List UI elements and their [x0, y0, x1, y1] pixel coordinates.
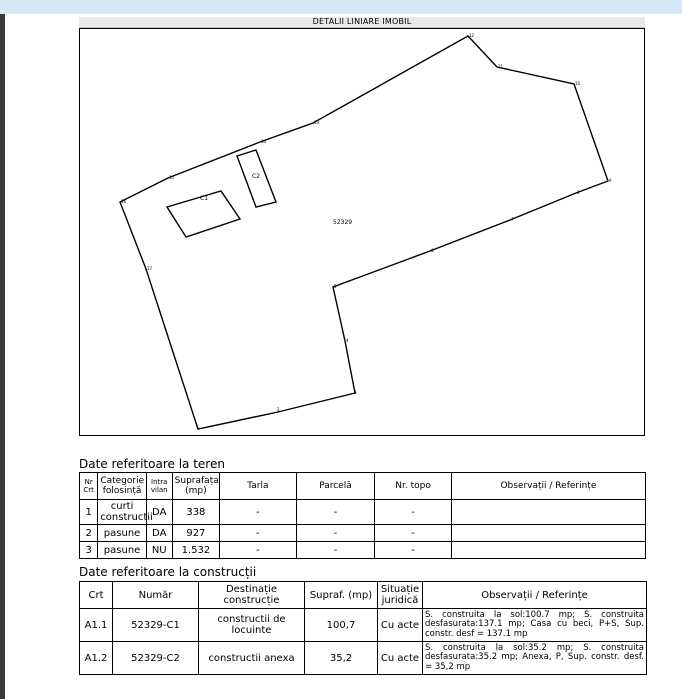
cell-nr: 1 — [80, 500, 98, 525]
cell-categorie: curti constructii — [98, 500, 147, 525]
table-row — [80, 642, 647, 675]
col-tarla: Tarla — [220, 473, 297, 500]
cell-tarla: - — [220, 542, 297, 559]
plan-point-label: 7 — [511, 217, 514, 222]
plan-point-label: 3 — [354, 390, 357, 395]
cell-nr-topo: - — [375, 525, 452, 542]
col-nr-topo: Nr. topo — [375, 473, 452, 500]
parcel-outline — [120, 36, 608, 429]
plan-point-label: 15 — [169, 175, 175, 180]
cell-intravilan: NU — [146, 542, 172, 559]
cell-destinatie: constructii anexa — [199, 642, 305, 675]
cell-intravilan: DA — [146, 525, 172, 542]
plan-point-label: 12 — [469, 33, 475, 38]
col-observatii: Observații / Referințe — [451, 473, 645, 500]
plan-point-label: 5 — [334, 284, 337, 289]
col-observatii: Observații / Referințe — [423, 582, 647, 609]
cell-crt: A1.2 — [80, 642, 113, 675]
plan-point-label: 13 — [314, 120, 320, 125]
cell-observatii: S. construita la sol:35.2 mp; S. construita desfasurata:35.2 mp; Anexa, P, Sup. constr. desf. = 35,2 mp — [423, 642, 647, 675]
plan-point-label: 17 — [147, 266, 153, 271]
cell-tarla: - — [220, 500, 297, 525]
table-row — [80, 609, 647, 642]
table-row — [80, 500, 646, 525]
col-supraf: Supraf. (mp) — [305, 582, 378, 609]
col-suprafata: Suprafața (mp) — [172, 473, 219, 500]
table-row — [80, 525, 646, 542]
col-numar: Număr — [113, 582, 199, 609]
constructii-section-title: Date referitoare la construcții — [79, 565, 257, 579]
cell-nr: 2 — [80, 525, 98, 542]
cell-observatii — [451, 500, 645, 525]
cell-categorie: pasune — [98, 525, 147, 542]
plan-point-label: 9 — [609, 178, 612, 183]
constructii-header-row — [80, 582, 647, 609]
parcel-plan — [79, 28, 645, 436]
cell-observatii — [451, 525, 645, 542]
cell-suprafata: 1.532 — [172, 542, 219, 559]
cell-supraf: 100,7 — [305, 609, 378, 642]
cell-suprafata: 338 — [172, 500, 219, 525]
teren-section-title: Date referitoare la teren — [79, 457, 225, 471]
cell-numar: 52329-C2 — [113, 642, 199, 675]
cell-crt: A1.1 — [80, 609, 113, 642]
col-nr-crt: Nr Crt — [80, 473, 98, 500]
cell-destinatie: constructii de locuinte — [199, 609, 305, 642]
cell-nr: 3 — [80, 542, 98, 559]
col-crt: Crt — [80, 582, 113, 609]
plan-point-label: 8 — [577, 190, 580, 195]
plan-header: DETALII LINIARE IMOBIL — [79, 17, 645, 28]
plan-point-label: 2 — [277, 407, 280, 412]
cell-situatie: Cu acte — [378, 642, 423, 675]
building-c1-label: C1 — [200, 195, 209, 202]
plan-point-label: 16 — [121, 199, 127, 204]
cell-observatii — [451, 542, 645, 559]
cell-supraf: 35,2 — [305, 642, 378, 675]
plan-point-label: 14 — [261, 139, 267, 144]
cell-tarla: - — [220, 525, 297, 542]
cell-nr-topo: - — [375, 500, 452, 525]
cell-categorie: pasune — [98, 542, 147, 559]
parcel-plan-drawing — [80, 29, 646, 437]
plan-point-label: 11 — [498, 64, 504, 69]
cell-situatie: Cu acte — [378, 609, 423, 642]
col-intravilan: Intra vilan — [146, 473, 172, 500]
constructii-table — [79, 581, 647, 675]
parcel-number-label: 52329 — [333, 219, 353, 226]
col-destinatie: Destinație construcție — [199, 582, 305, 609]
cell-intravilan: DA — [146, 500, 172, 525]
col-parcela: Parcelă — [296, 473, 375, 500]
teren-table — [79, 472, 646, 559]
cell-parcela: - — [296, 500, 375, 525]
viewer-top-bar — [0, 0, 682, 14]
plan-point-label: 4 — [346, 338, 349, 343]
teren-header-row — [80, 473, 646, 500]
plan-point-label: 10 — [575, 81, 581, 86]
plan-point-label: 6 — [431, 248, 434, 253]
building-c2-label: C2 — [252, 173, 261, 180]
table-row — [80, 542, 646, 559]
col-categorie: Categorie folosință — [98, 473, 147, 500]
col-situatie: Situație juridică — [378, 582, 423, 609]
cell-nr-topo: - — [375, 542, 452, 559]
cell-parcela: - — [296, 525, 375, 542]
cell-numar: 52329-C1 — [113, 609, 199, 642]
cell-parcela: - — [296, 542, 375, 559]
cell-observatii: S. construita la sol:100.7 mp; S. construita desfasurata:137.1 mp; Casa cu beci, P+S, Sup. constr. desf = 137.1 mp — [423, 609, 647, 642]
cell-suprafata: 927 — [172, 525, 219, 542]
plan-point-label: 1 — [196, 424, 199, 429]
